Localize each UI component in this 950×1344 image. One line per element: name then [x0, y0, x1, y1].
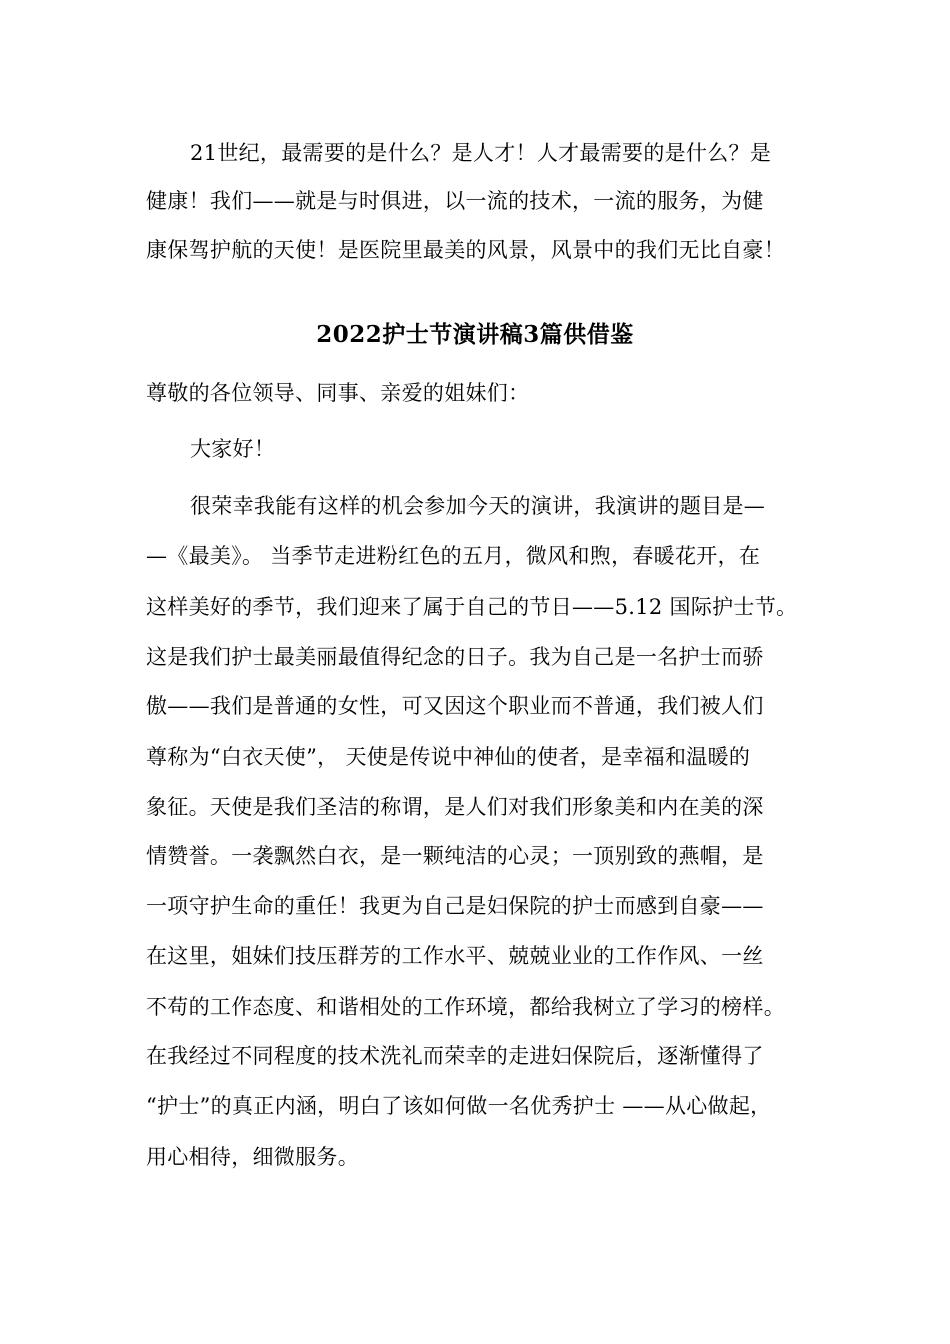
body-line: 一项守护生命的重任！我更为自己是妇保院的护士而感到自豪——	[146, 894, 764, 918]
speech-title: 2022护士节演讲稿3篇供借鉴	[316, 321, 634, 348]
body-line: 不苟的工作态度、和谐相处的工作环境，都给我树立了学习的榜样。	[146, 995, 785, 1019]
body-line: 这是我们护士最美丽最值得纪念的日子。我为自己是一名护士而骄	[146, 645, 764, 669]
intro-line: 21世纪，最需要的是什么？是人才！人才最需要的是什么？是	[190, 141, 772, 165]
body-line: “护士”的真正内涵，明白了该如何做一名优秀护士 ——从心做起，	[146, 1094, 772, 1118]
body-line: 在我经过不同程度的技术洗礼而荣幸的走进妇保院后，逐渐懂得了	[146, 1044, 764, 1068]
body-line: 傲——我们是普通的女性，可又因这个职业而不普通，我们被人们	[146, 694, 764, 718]
intro-line: 健康！我们——就是与时俱进，以一流的技术，一流的服务，为健	[146, 189, 764, 213]
salutation: 尊敬的各位领导、同事、亲爱的姐妹们：	[146, 381, 530, 405]
greeting: 大家好！	[190, 437, 276, 461]
body-line: —《最美》。 当季节走进粉红色的五月，微风和煦，春暖花开，在	[146, 544, 761, 568]
intro-line: 康保驾护航的天使！是医院里最美的风景，风景中的我们无比自豪！	[146, 238, 785, 262]
body-line: 用心相待，细微服务。	[146, 1145, 359, 1169]
body-line: 象征。天使是我们圣洁的称谓，是人们对我们形象美和内在美的深	[146, 795, 764, 819]
body-line: 很荣幸我能有这样的机会参加今天的演讲，我演讲的题目是—	[190, 494, 766, 518]
body-line: 情赞誉。一袭飘然白衣，是一颗纯洁的心灵；一顶别致的燕帽，是	[146, 844, 764, 868]
body-line: 尊称为“白衣天使”， 天使是传说中神仙的使者，是幸福和温暖的	[146, 745, 751, 769]
body-line: 在这里，姐妹们技压群芳的工作水平、兢兢业业的工作作风、一丝	[146, 944, 764, 968]
body-line: 这样美好的季节，我们迎来了属于自己的节日——5.12 国际护士节。	[146, 595, 798, 619]
